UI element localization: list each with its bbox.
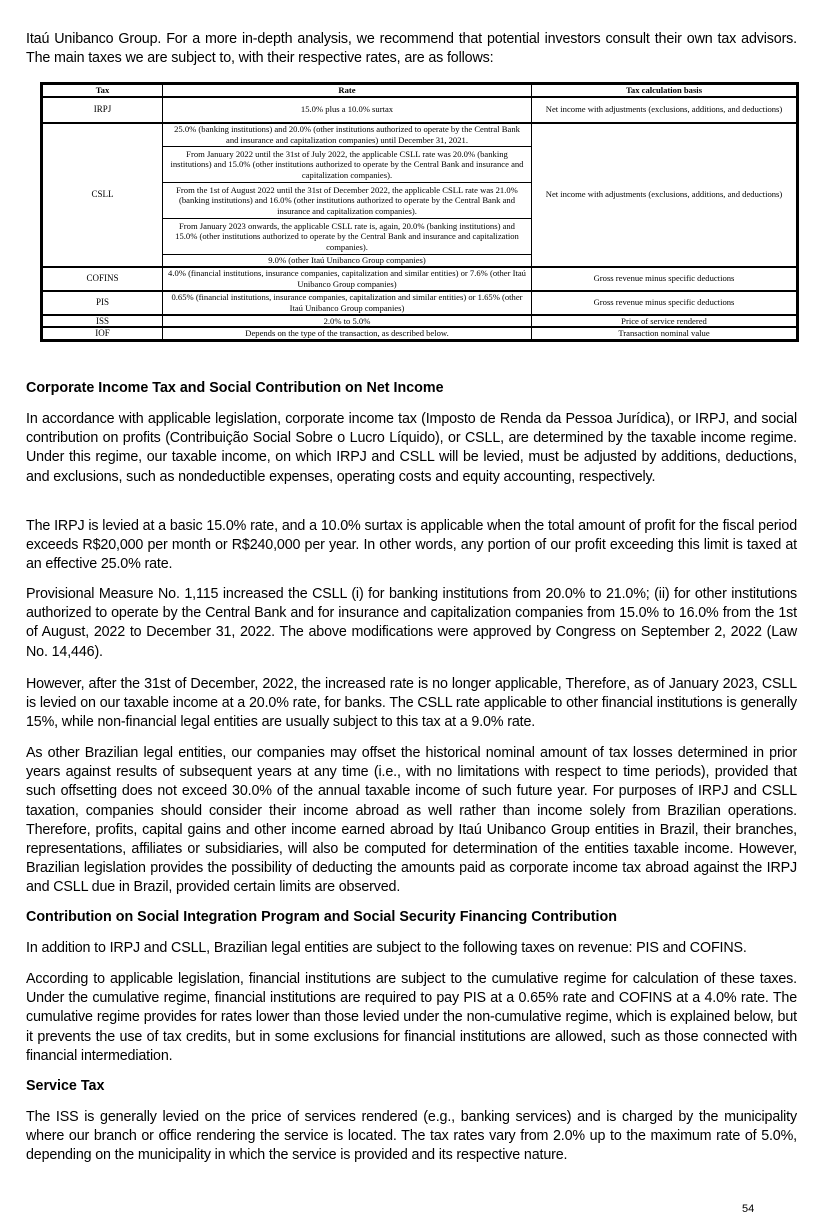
header-rate: Rate bbox=[163, 84, 532, 97]
page-number: 54 bbox=[742, 1203, 755, 1215]
tax-rate: 15.0% plus a 10.0% surtax bbox=[163, 97, 532, 123]
service-tax-paragraph-1 bbox=[26, 1108, 797, 1166]
header-basis: Tax calculation basis bbox=[532, 84, 798, 97]
paragraph: According to applicable legislation, financial institutions are subject to the cumulative regime for calculation of these taxes. Under the cumulative regime, financial institutions are required to pay PIS at a 0.65% rate and COFINS at a 4.0% rate. The cumulative regime provides for rates lower than those levied under the non-cumulative regime, which is explained below, but it prevents the use of tax credits, but in some exclusions for financial institutions are allowed, such as those connected with financial intermediation. bbox=[26, 971, 797, 1064]
tax-name: CSLL bbox=[42, 123, 163, 267]
section-heading: Service Tax bbox=[26, 1078, 105, 1094]
section-heading: Corporate Income Tax and Social Contribution on Net Income bbox=[26, 380, 444, 396]
section-pis-cofins bbox=[26, 908, 797, 927]
corporate-paragraph-4 bbox=[26, 675, 797, 733]
tax-basis: Gross revenue minus specific deductions bbox=[532, 267, 798, 291]
section-corporate-income-tax bbox=[26, 379, 797, 398]
section-service-tax bbox=[26, 1077, 797, 1096]
tax-name: COFINS bbox=[42, 267, 163, 291]
tax-basis: Transaction nominal value bbox=[532, 327, 798, 340]
tax-basis: Net income with adjustments (exclusions, additions, and deductions) bbox=[532, 97, 798, 123]
tax-basis: Price of service rendered bbox=[532, 315, 798, 328]
paragraph: The IRPJ is levied at a basic 15.0% rate, and a 10.0% surtax is applicable when the total amount of profit for the fiscal period exceeds R$20,000 per month or R$240,000 per year. In other words, any portion of our profit exceeding this limit is taxed at an effective 25.0% rate. bbox=[26, 518, 797, 573]
table-row-csll bbox=[42, 123, 798, 147]
tax-name: ISS bbox=[42, 315, 163, 328]
tax-rate: 25.0% (banking institutions) and 20.0% (other institutions authorized to operate by the Central Bank and insurance and capitalization companies) until December 31, 2021. bbox=[163, 123, 532, 147]
tax-rate: 4.0% (financial institutions, insurance companies, capitalization and similar entities) or 7.6% (other Itaú Unibanco Group companies) bbox=[163, 267, 532, 291]
table-header-row bbox=[42, 84, 798, 97]
pis-cofins-paragraph-1 bbox=[26, 939, 797, 958]
tax-table bbox=[40, 82, 799, 342]
tax-name: IOF bbox=[42, 327, 163, 340]
corporate-paragraph-1 bbox=[26, 410, 797, 487]
paragraph: In addition to IRPJ and CSLL, Brazilian legal entities are subject to the following taxes on revenue: PIS and COFINS. bbox=[26, 940, 747, 956]
intro-block bbox=[26, 30, 797, 68]
tax-name: PIS bbox=[42, 291, 163, 315]
tax-rate: From the 1st of August 2022 until the 31st of December 2022, the applicable CSLL rate was 21.0% (banking institutions) and 16.0% (other institutions authorized to operate by the Central Bank and insurance and capitalization companies). bbox=[163, 183, 532, 219]
tax-name: IRPJ bbox=[42, 97, 163, 123]
paragraph: As other Brazilian legal entities, our companies may offset the historical nominal amount of tax losses determined in prior years against results of subsequent years at any time (i.e., with no limitations with respect to time periods), provided that such offsetting does not exceed 30.0% of the annual taxable income of such future year. For purposes of IRPJ and CSLL taxation, companies should consider their income abroad as well rather than income solely from Brazilian operations. Therefore, profits, capital gains and other income earned abroad by Itaú Unibanco Group entities in Brazil, their branches, representations, affiliates or subsidiaries, will also be computed for determination of the entities taxable income. However, Brazilian legislation provides the possibility of deducting the amounts paid as corporate income tax abroad against the IRPJ and CSLL due in Brazil, provided certain limits are observed. bbox=[26, 745, 797, 896]
tax-rate: From January 2022 until the 31st of July 2022, the applicable CSLL rate was 20.0% (banking institutions) and 15.0% (other institutions authorized to operate by the Central Bank and insurance and capitalization companies). bbox=[163, 147, 532, 183]
paragraph: In accordance with applicable legislation, corporate income tax (Imposto de Renda da Pessoa Jurídica), or IRPJ, and social contribution on profits (Contribuição Social Sobre o Lucro Líquido), or CSLL, are determined by the taxable income regime. Under this regime, our taxable income, on which IRPJ and CSLL will be levied, must be adjusted by additions, deductions, and exclusions, such as nondeductible expenses, operating costs and equity accounting, respectively. bbox=[26, 411, 797, 485]
paragraph: However, after the 31st of December, 2022, the increased rate is no longer applicable, Therefore, as of January 2023, CSLL is levied on our taxable income at a 20.0% rate, for banks. The CSLL rate applicable to other financial institutions is generally 15%, while non-financial legal entities are usually subject to this tax at a 9.0% rate. bbox=[26, 676, 797, 731]
tax-rate: Depends on the type of the transaction, as described below. bbox=[163, 327, 532, 340]
tax-basis: Gross revenue minus specific deductions bbox=[532, 291, 798, 315]
tax-basis: Net income with adjustments (exclusions, additions, and deductions) bbox=[532, 123, 798, 267]
pis-cofins-paragraph-2 bbox=[26, 970, 797, 1066]
table-row-pis bbox=[42, 291, 798, 315]
table-row-cofins bbox=[42, 267, 798, 291]
tax-rate: From January 2023 onwards, the applicable CSLL rate is, again, 20.0% (banking institutions) and 15.0% (other institutions authorized to operate by the Central Bank and insurance and capitalization companies). bbox=[163, 219, 532, 255]
corporate-paragraph-3 bbox=[26, 585, 797, 662]
corporate-paragraph-5 bbox=[26, 744, 797, 898]
tax-rate: 0.65% (financial institutions, insurance companies, capitalization and similar entities) or 1.65% (other Itaú Unibanco Group companies) bbox=[163, 291, 532, 315]
section-heading: Contribution on Social Integration Program and Social Security Financing Contribution bbox=[26, 909, 617, 925]
paragraph: The ISS is generally levied on the price of services rendered (e.g., banking services) and is charged by the municipality where our branch or office rendering the service is located. The tax rates vary from 2.0% up to the maximum rate of 5.0%, depending on the municipality in which the service is provided and its respective nature. bbox=[26, 1109, 797, 1164]
table-row-irpj bbox=[42, 97, 798, 123]
table-row-iof bbox=[42, 327, 798, 340]
tax-rate: 9.0% (other Itaú Unibanco Group companies) bbox=[163, 255, 532, 267]
intro-paragraph: Itaú Unibanco Group. For a more in-depth analysis, we recommend that potential investors consult their own tax advisors. The main taxes we are subject to, with their respective rates, are as follows: bbox=[26, 31, 797, 67]
tax-rate: 2.0% to 5.0% bbox=[163, 315, 532, 328]
header-tax: Tax bbox=[42, 84, 163, 97]
paragraph: Provisional Measure No. 1,115 increased the CSLL (i) for banking institutions from 20.0% to 21.0%; (ii) for other institutions authorized to operate by the Central Bank and for insurance and capitalization companies from 15.0% to 16.0% from the 1st of August, 2022 to December 31, 2022. The above modifications were approved by Congress on September 2, 2022 (Law No. 14,446). bbox=[26, 586, 797, 660]
table-row-iss bbox=[42, 315, 798, 328]
corporate-paragraph-2 bbox=[26, 517, 797, 575]
